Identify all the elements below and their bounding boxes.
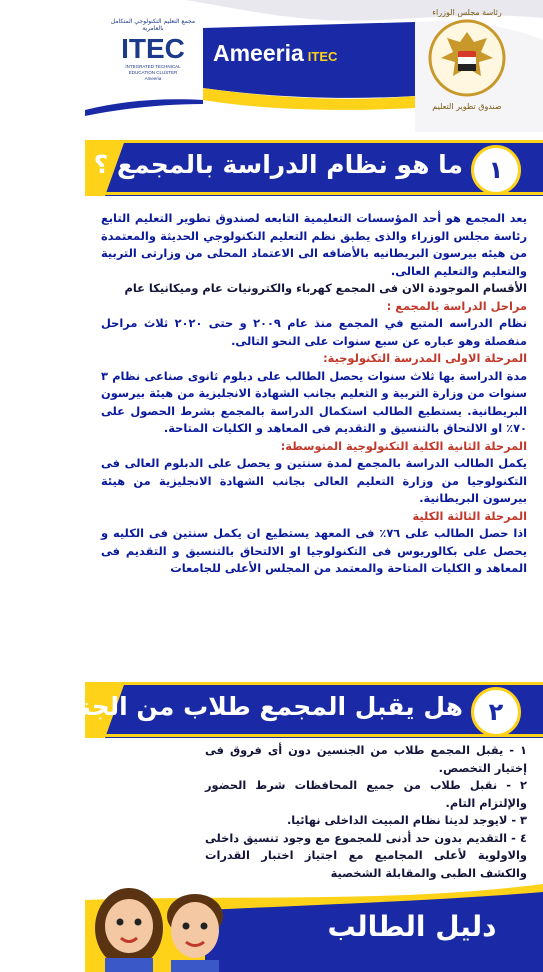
section2-title: هل يقبل المجمع طلاب من الجنسين ؟ <box>0 692 463 721</box>
footer-title: دليل الطالب <box>327 910 497 943</box>
stage3-head: المرحلة الثالثة الكلية <box>412 508 527 523</box>
section2-item-4: ٤ - التقديم بدون حد أدنى للمجموع مع وجود تنسيق داخلى والاولوية لأعلى المجاميع مع اجتياز اختبار القدرات والكشف الطبى والمقابلة الشخصية <box>205 830 527 880</box>
section2-item-2: ٢ - نقبل طلاب من جميع المحافظات شرط الحضور والإلتزام التام. <box>205 778 527 810</box>
section1-banner <box>85 136 543 196</box>
eagle-emblem-icon <box>427 18 507 98</box>
stage2-text: يكمل الطالب الدراسة بالمجمع لمدة سنتين و يحصل على الدبلوم العالى فى التكنولوجيا من وزارة التعليم العالى بجانب الشهادة الانجليزية من هيئة بيرسون البريطانية. <box>101 456 527 505</box>
section2-item-3: ٣ - لايوجد لدينا نظام المبيت الداخلى نهائيا. <box>286 813 527 827</box>
header <box>85 0 543 132</box>
government-logo-top-text: رئاسة مجلس الوزراء <box>432 8 502 17</box>
stage2-head: المرحلة الثانية الكلية التكنولوجية المتوسطة: <box>280 438 527 453</box>
female-student-icon <box>95 888 163 972</box>
male-student-icon <box>167 894 223 972</box>
section1-departments: الأقسام الموجودة الان فى المجمع كهرباء والكترونيات عام وميكانيكا عام <box>124 281 527 295</box>
brand-suffix: ITEC <box>307 49 338 64</box>
stage1-head: المرحلة الاولى المدرسة التكنولوجية: <box>323 351 527 365</box>
itec-logo-word <box>109 34 197 64</box>
section2-banner <box>0 678 543 738</box>
brand-title <box>213 40 337 67</box>
government-logo-bottom-text: صندوق تطوير التعليم <box>432 102 502 111</box>
stage3-text: اذا حصل الطالب على ٧٦٪ فى المعهد يستطيع ان يكمل سنتين فى الكليه و يحصل على بكالوريوس فى التكنولوجيا او الالتحاق بالتنسيق و التقديم فى المعاهد و الكليات المتاحة والمعتمد من المجلس الأعلى للجامعات <box>101 526 527 575</box>
itec-logo-bottom-3: Ameeria <box>144 76 162 81</box>
itec-logo-top-text: مجمع التعليم التكنولوجي المتكامل بالعامرية <box>110 18 196 32</box>
section1-stages-text: نظام الدراسه المتبع في المجمع منذ عام ٢٠٠٩ و حتى ٢٠٢٠ ثلاث مراحل منفصلة وهو عباره عن سبع سنوات على النحو التالى. <box>101 316 527 348</box>
itec-logo-bottom-1: INTEGRATED TECHNICAL <box>125 64 181 69</box>
itec-logo <box>109 18 197 118</box>
section1-body <box>101 210 527 578</box>
section1-intro: يعد المجمع هو أحد المؤسسات التعليمية التابعه لصندوق تطوير التعليم التابع رئاسة مجلس الوزراء والذى يطبق نظم التعليم التكنولوجي الحديثة والمعتمدة من هيئه بيرسون البريطانيه بالأضافه الى الاعتماد المحلى من وزارتى التربية والتعليم والتعليم العالى. <box>101 211 527 278</box>
section1-title: ما هو نظام الدراسة بالمجمع ؟ <box>93 150 463 179</box>
section1-stages-head: مراحل الدراسة بالمجمع : <box>386 298 527 313</box>
itec-logo-word-text: ITEC <box>121 33 185 64</box>
section2-number: ٢ <box>471 687 521 737</box>
itec-logo-bottom-2: EDUCATION CLUSTER <box>128 70 178 75</box>
brand-name: Ameeria <box>213 40 304 66</box>
government-logo <box>407 8 527 124</box>
stage1-text: مدة الدراسة بها ثلاث سنوات يحصل الطالب على دبلوم ثانوى صناعى نظام ٣ سنوات من وزارة التربية و التعليم بجانب الشهادة الانجليزية من هيئة بيرسون البريطانية. يستطيع الطالب استكمال الدراسة بالمجمع بشرط الحصول على ٧٠٪ او الالتحاق بالتنسيق و التقديم فى المعاهد و الكليات المتاحة. <box>101 368 527 435</box>
section2-item-1: ١ - يقبل المجمع طلاب من الجنسين دون أى فروق فى إختيار التخصص. <box>205 743 527 775</box>
section1-number: ١ <box>471 145 521 195</box>
footer <box>85 864 543 972</box>
section2-body <box>205 742 527 882</box>
